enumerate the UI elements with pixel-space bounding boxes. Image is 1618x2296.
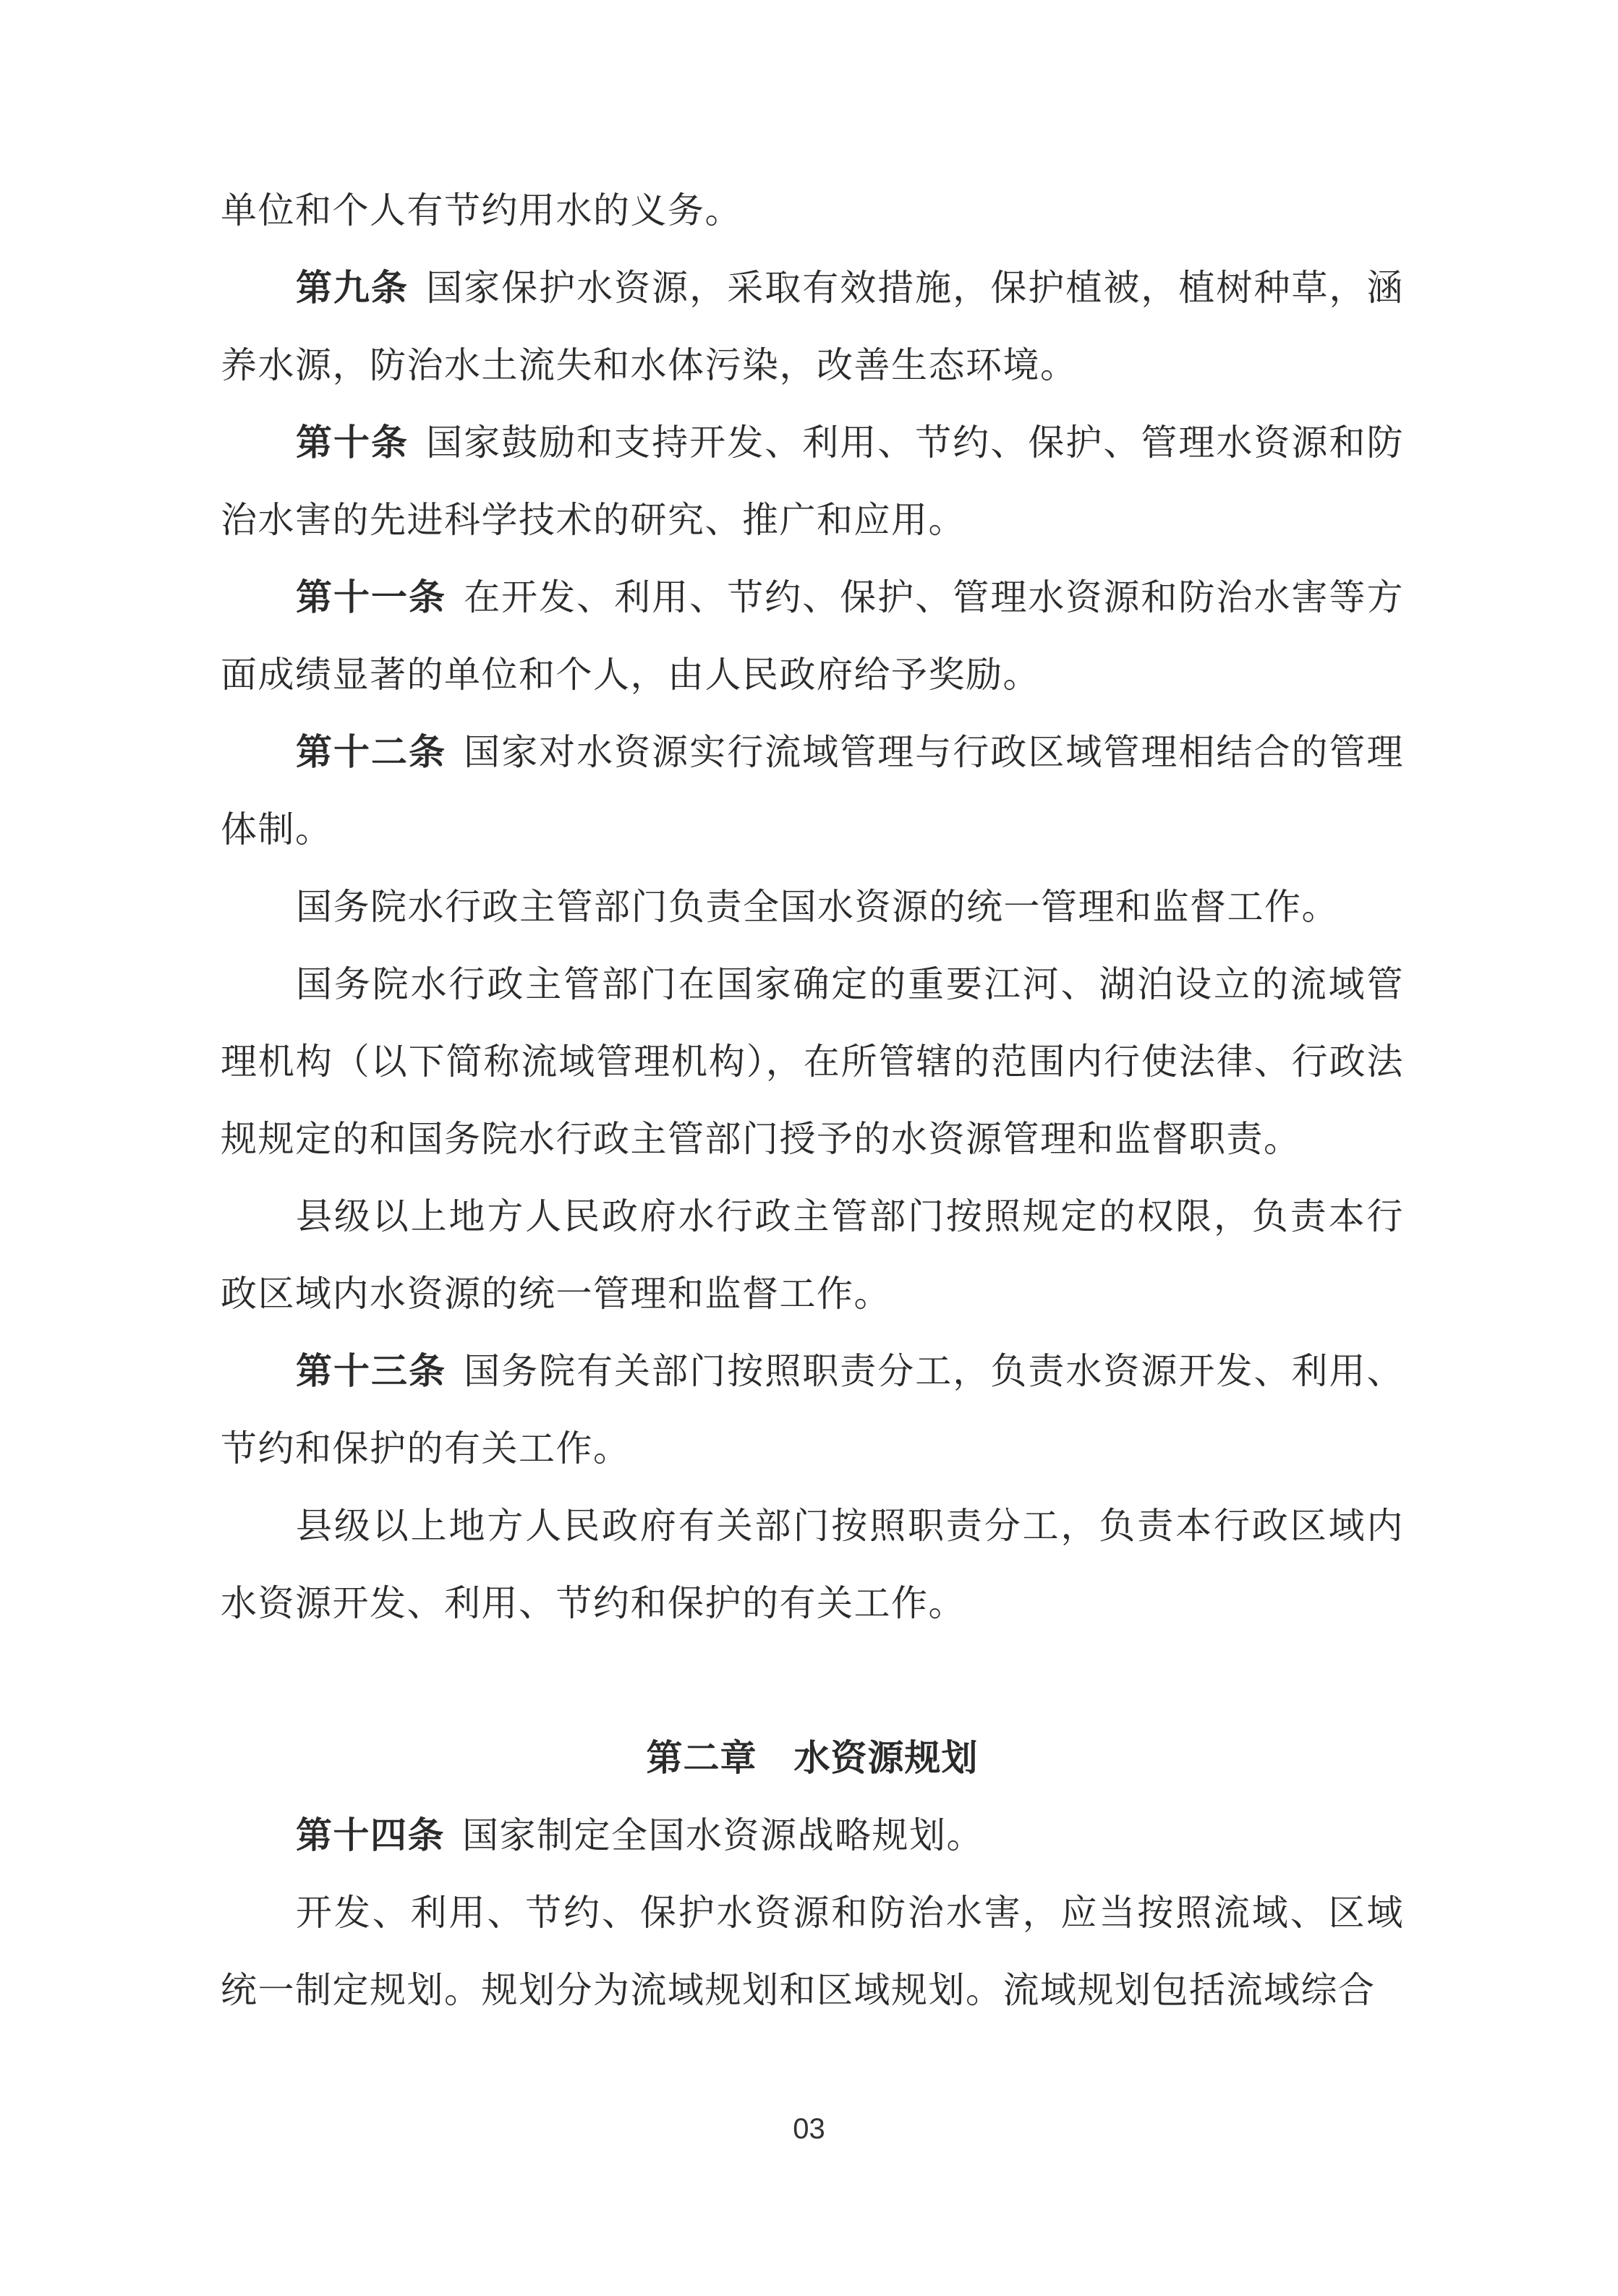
page-number: 03: [793, 2113, 825, 2145]
paragraph-9: 县级以上地方人民政府有关部门按照职责分工，负责本行政区域内水资源开发、利用、节约和保护的有关工作。: [221, 1505, 1404, 1624]
article-10: [221, 404, 1404, 559]
article-9: [221, 249, 1404, 404]
article-14: [221, 1797, 1404, 1874]
article-text: 国务院有关部门按照职责分工，负责水资源开发、利用、节约和保护的有关工作。: [221, 1350, 1405, 1469]
paragraph-7: 县级以上地方人民政府水行政主管部门按照规定的权限，负责本行政区域内水资源的统一管理和监督工作。: [221, 1195, 1404, 1315]
article-text: 在开发、利用、节约、保护、管理水资源和防治水害等方面成绩显著的单位和个人，由人民政府给予奖励。: [221, 576, 1405, 696]
article-text: 国家保护水资源，采取有效措施，保护植被，植树种草，涵养水源，防治水土流失和水体污染，改善生态环境。: [221, 267, 1405, 386]
paragraph-5: 国务院水行政主管部门负责全国水资源的统一管理和监督工作。: [296, 886, 1339, 928]
article-heading: 第九条: [296, 267, 409, 309]
paragraph-0: 单位和个人有节约用水的义务。: [221, 189, 742, 231]
document-page: [221, 172, 1404, 2029]
article-13: [221, 1333, 1404, 1488]
article-heading: 第十四条: [296, 1814, 445, 1856]
paragraph-6: 国务院水行政主管部门在国家确定的重要江河、湖泊设立的流域管理机构（以下简称流域管理机构），在所管辖的范围内行使法律、行政法规规定的和国务院水行政主管部门授予的水资源管理和监督职责。: [221, 963, 1404, 1160]
article-text: 国家对水资源实行流域管理与行政区域管理相结合的管理体制。: [221, 731, 1405, 850]
article-heading: 第十条: [296, 422, 409, 464]
article-11: [221, 559, 1404, 714]
paragraph-after-1: 开发、利用、节约、保护水资源和防治水害，应当按照流域、区域统一制定规划。规划分为流域规划和区域规划。流域规划包括流域综合: [221, 1892, 1404, 2011]
article-heading: 第十三条: [296, 1350, 447, 1392]
article-text: 国家鼓励和支持开发、利用、节约、保护、管理水资源和防治水害的先进科学技术的研究、推广和应用。: [221, 422, 1405, 541]
article-heading: 第十二条: [296, 731, 447, 773]
article-heading: 第十一条: [296, 576, 447, 618]
article-text: 国家制定全国水资源战略规划。: [462, 1814, 984, 1856]
article-12: [221, 714, 1404, 869]
chapter-title: 第二章 水资源规划: [646, 1737, 979, 1779]
